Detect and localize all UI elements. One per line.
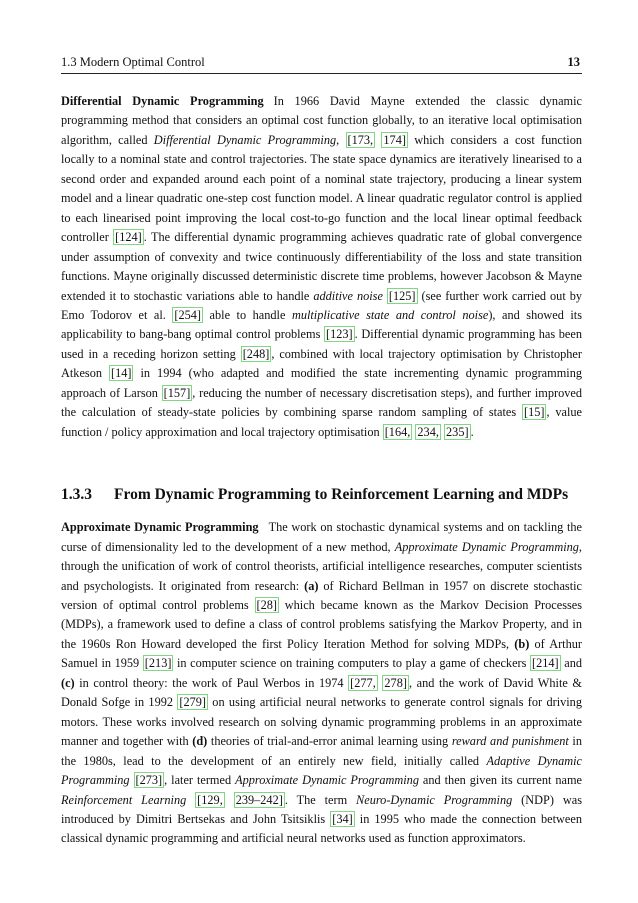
citation-link[interactable]: [34]: [332, 811, 353, 826]
citation-link[interactable]: [14]: [110, 366, 132, 381]
citation-link[interactable]: [28]: [256, 597, 277, 612]
body-text: [61, 92, 582, 849]
emphasis: reward and punishment: [451, 734, 569, 749]
citation-link[interactable]: [129,: [197, 792, 223, 807]
citation-link[interactable]: [173,: [347, 132, 374, 147]
spacer: [61, 505, 582, 518]
enumeration-marker: (a): [304, 578, 319, 593]
enumeration-marker: (b): [514, 636, 530, 651]
citation-link[interactable]: [248]: [242, 346, 270, 361]
running-header: [61, 54, 582, 70]
paragraph-differential-dynamic-programming: Differential Dynamic Programming In 1966 David Mayne extended the classic dynamic programming method that considers an optimal cost function globally, to an iterative local optimisation algorithm, called Differential Dynamic Programming, [173, 174] which considers a cost function locally to a nominal state and control trajectories. The state space dynamics are iteratively linearised to a second order and expanded around each point of a nominal state trajectory, producing a linear system model and a linear quadratic one-step cost function model. A linear quadratic regulator control is applied to each linearised point improving the local cost-to-go function and the local linear optimal feedback controller [124] . The differential dynamic programming achieves quadratic rate of global convergence under assumption of convexity and twice continuously differentiability of the loss and state transition functions. Mayne originally discussed deterministic discrete time problems, however Jacobson & Mayne extended it to stochastic variations able to handle additive noise [125] (see further work carried out by Emo Todorov et al. [254] able to handle multiplicative state and control noise), and showed its applicability to bang-bang optimal control problems [123] . Differential dynamic programming has been used in a receding horizon setting [248] , combined with local trajectory optimisation by Christopher Atkeson [14] in 1994 (who adapted and modified the state incrementing dynamic programming approach of Larson [157] , reducing the number of necessary discretisation steps), and further improved the calculation of steady-state policies by combining sparse random sampling of states [15] , value function / policy approximation and local trajectory optimisation [164, 234, 235] .: [61, 94, 583, 439]
citation-link[interactable]: 234,: [417, 424, 439, 439]
subsection-number: 1.3.3: [61, 486, 92, 504]
citation-link[interactable]: 174]: [383, 132, 406, 147]
paragraph-heading: Differential Dynamic Programming: [61, 94, 264, 108]
citation-link[interactable]: 235]: [446, 424, 469, 439]
emphasis: Approximate Dynamic Programming: [235, 773, 419, 788]
citation-link[interactable]: 278]: [384, 675, 407, 690]
citation-link[interactable]: 239–242]: [235, 792, 283, 807]
paragraph-heading: Approximate Dynamic Programming: [61, 520, 259, 535]
citation-link[interactable]: [125]: [388, 288, 416, 303]
subsection-title: From Dynamic Programming to Reinforcement Learning and MDPs: [114, 486, 569, 504]
citation-link[interactable]: [279]: [179, 695, 206, 710]
emphasis: additive noise: [313, 288, 383, 303]
enumeration-marker: (c): [61, 675, 75, 690]
emphasis: Approximate Dynamic Programming: [394, 539, 579, 554]
header-section-title: 1.3 Modern Optimal Control: [61, 55, 205, 69]
emphasis: Neuro-Dynamic Programming: [356, 792, 513, 807]
header-rule: [61, 73, 582, 74]
citation-link[interactable]: [157]: [163, 385, 191, 400]
enumeration-marker: (d): [192, 734, 208, 749]
citation-link[interactable]: [273]: [135, 773, 163, 788]
paragraph-approximate-dynamic-programming: Approximate Dynamic Programming The work on stochastic dynamical systems and on tackling the curse of dimensionality led to the development of a new method, Approximate Dynamic Programming, through the unification of work of control theorists, artificial intelligence researches, computer scientists and psychologists. It originated from research: (a) of Richard Bellman in 1957 on discrete stochastic version of optimal control problems [28] which became known as the Markov Decision Processes (MDPs), a framework used to define a class of control problems satisfying the Markov Property, and in the 1960s Ron Howard developed the first Policy Iteration Method for solving MDPs, (b) of Arthur Samuel in 1959 [213] in computer science on training computers to play a game of checkers [214] and (c) in control theory: the work of Paul Werbos in 1974 [277, 278] , and the work of David White & Donald Sofge in 1992 [279] on using artificial neural networks to generate control signals for driving motors. These works involved research on solving dynamic programming problems in an approximate manner and together with (d) theories of trial-and-error animal learning using reward and punishment in the 1980s, lead to the development of an entirely new field, initially called Adaptive Dynamic Programming [273] , later termed Approximate Dynamic Programming and then given its current name Reinforcement Learning [129, 239–242] . The term Neuro-Dynamic Programming (NDP) was introduced by Dimitri Bertsekas and John Tsitsiklis [34] in 1995 who made the connection between classical dynamic programming and artificial neural networks used as function approximators.: [61, 520, 583, 846]
citation-link[interactable]: [123]: [326, 327, 353, 342]
citation-link[interactable]: [277,: [350, 675, 376, 690]
emphasis: Differential Dynamic Programming: [153, 132, 337, 147]
citation-link[interactable]: [15]: [523, 405, 545, 420]
page-number: 13: [567, 55, 580, 69]
emphasis: Reinforcement Learning: [61, 792, 187, 807]
citation-link[interactable]: [214]: [532, 656, 559, 671]
citation-link[interactable]: [164,: [384, 424, 411, 439]
citation-link[interactable]: [254]: [174, 307, 202, 322]
emphasis: Adaptive Dynamic Programming: [61, 753, 583, 788]
citation-link[interactable]: [213]: [144, 656, 172, 671]
subsection-heading: [61, 485, 582, 505]
emphasis: multiplicative state and control noise: [291, 307, 489, 322]
page: [61, 0, 582, 903]
citation-link[interactable]: [124]: [115, 230, 142, 245]
